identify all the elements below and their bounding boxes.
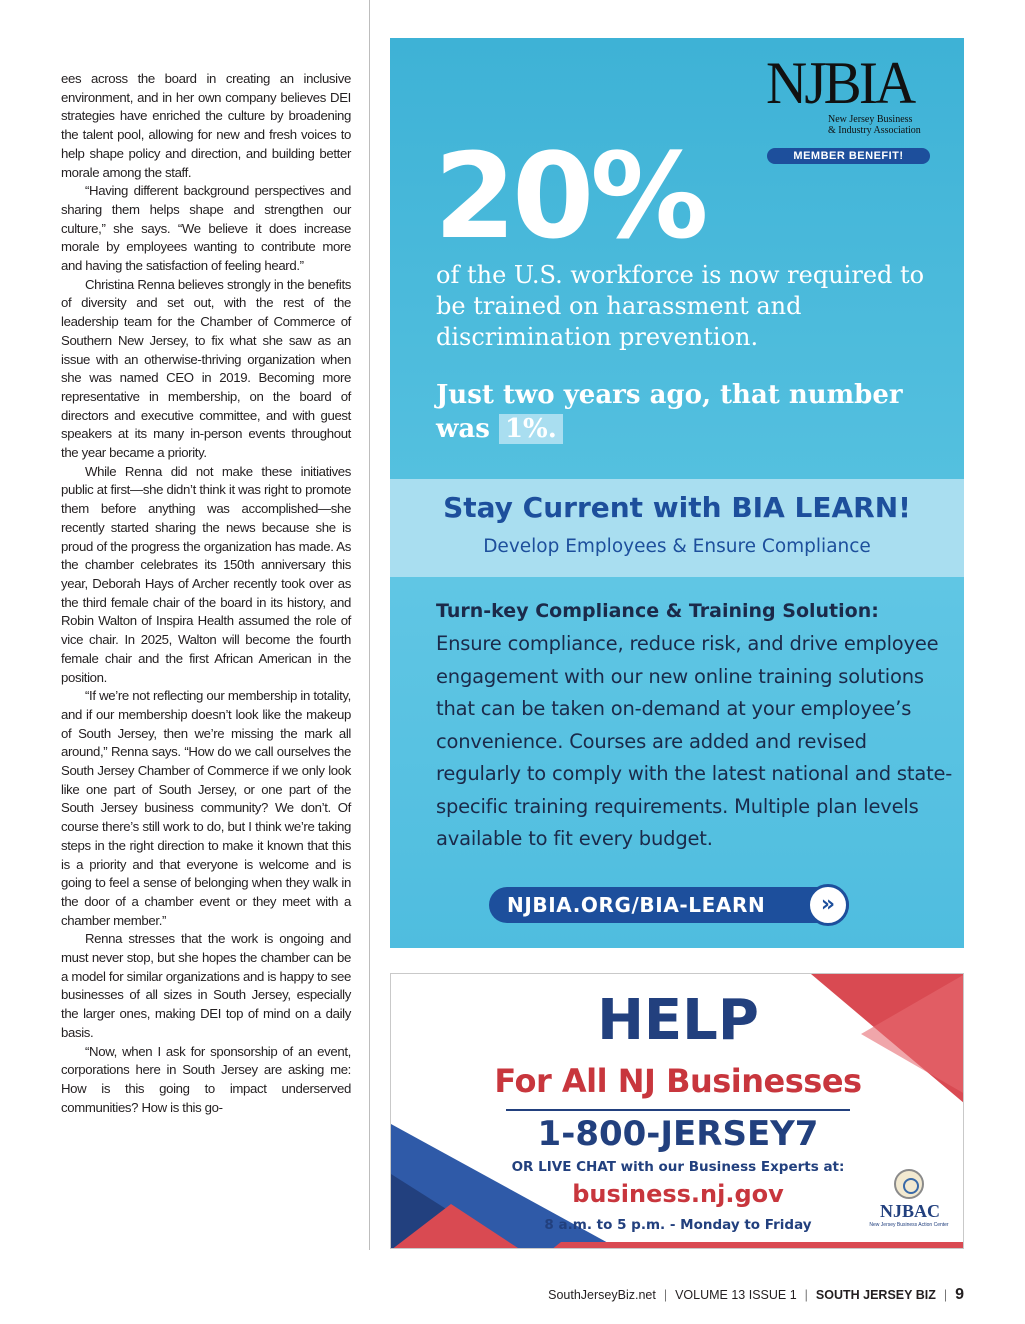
logo-subtitle-line: & Industry Association (828, 125, 921, 136)
nj-state-seal-icon (894, 1169, 924, 1199)
footer-separator: | (663, 1288, 668, 1302)
column-divider (369, 0, 370, 1250)
njbac-logo-subtitle: New Jersey Business Action Center (869, 1222, 949, 1228)
live-chat-text: OR LIVE CHAT with our Business Experts at: (511, 1159, 845, 1175)
footer-site: SouthJerseyBiz.net (548, 1288, 656, 1302)
footer-magazine: SOUTH JERSEY BIZ (815, 1288, 936, 1302)
member-benefit-badge: MEMBER BENEFIT! (767, 148, 930, 164)
bia-learn-url[interactable]: NJBIA.ORG/BIA-LEARN (507, 893, 766, 917)
article-paragraph: Renna stresses that the work is ongoing and must never stop, but she hopes the chamber can be a model for similar organizations and is happy to see businesses of all sizes in South Jersey, especially the larger ones, making DEI top of mind on a daily basis. (61, 931, 351, 1040)
headline-divider (506, 1109, 850, 1111)
article-paragraph: “Having different background perspectives and sharing them helps shape and strengthen our culture,” she says. “We believe it does increase morale by employees wanting to contribute more and having the satisfaction of feeling heard.” (61, 183, 351, 274)
logo-subtitle-line: New Jersey Business (828, 114, 913, 125)
help-headline: HELP (597, 988, 759, 1053)
big-stat: 20% (434, 127, 705, 265)
article-paragraph: While Renna did not make these initiatives public at first—she didn’t think it was right to promote them before anything was accomplished—she recently started sharing the news because she is proud of the progress the organization has made. As the chamber celebrates its 150th anniversary this year, Deborah Hays of Archer recently took over as the third female chair of the board in its history, and Robin Walton of Inspira Health assumed the role of vice chair. In 2025, Walton will become the fourth female chair and the first African American in the position. (61, 463, 351, 685)
footer-separator: | (804, 1288, 808, 1302)
followup-prefix: Just two years ago, that number was (436, 380, 903, 444)
help-subheadline: For All NJ Businesses (494, 1062, 862, 1100)
decor-red-bottom-strip (551, 1242, 964, 1249)
njbia-logo-subtitle (828, 114, 921, 136)
band-subtitle: Develop Employees & Ensure Compliance (483, 536, 871, 557)
njbia-logo (766, 50, 936, 136)
page-footer (0, 1285, 964, 1305)
double-chevron-right-icon[interactable]: » (807, 884, 849, 926)
njbia-advertisement (390, 38, 964, 948)
njbac-logo: NJBAC (879, 1201, 940, 1221)
band-title: Stay Current with BIA LEARN! (443, 491, 911, 524)
footer-volume: VOLUME 13 ISSUE 1 (675, 1288, 797, 1302)
website-link[interactable]: business.nj.gov (572, 1180, 784, 1208)
article-paragraph: ees across the board in creating an inclusive environment, and in her own company believes DEI strategies have enriched the culture by broadening the talent pool, allowing for new and fresh voices to help shape policy and direction, and building better morale among the staff. (61, 71, 351, 180)
followup-highlight: 1%. (499, 414, 563, 444)
article-paragraph: “Now, when I ask for sponsorship of an event, corporations here in South Jersey are asking me: How is this going to impact underserved communities? How is this go- (61, 1043, 351, 1115)
ad-body-copy: Ensure compliance, reduce risk, and drive employee engagement with our new online training solutions that can be taken on-demand at your employee’s convenience. Courses are added and revised regularly to comply with the latest national and state-specific training requirements. Multiple plan levels available to fit every budget. (436, 632, 953, 850)
business-hours: 8 a.m. to 5 p.m. - Monday to Friday (544, 1217, 812, 1233)
phone-number[interactable]: 1-800-JERSEY7 (537, 1114, 819, 1154)
njbac-advertisement (390, 973, 964, 1249)
article-paragraph: “If we’re not reflecting our membership in totality, and if our membership doesn’t look like the makeup of South Jersey, then we’re missing the mark all around,” Renna says. “How do we call ourselves the South Jersey Chamber of Commerce if we only look like one part of South Jersey, or one part of the South Jersey business community? We don’t. Of course there’s still work to do, but I think we’re taking steps in the right direction to make it known that this is a priority and that everyone is welcome and is going to feel a sense of belonging when they walk in the door of a chamber event or they meet with a chamber member.” (61, 688, 351, 928)
article-column (61, 70, 351, 1117)
page-number: 9 (955, 1286, 964, 1303)
followup-text (436, 378, 956, 446)
njbia-logo-word: NJBIA (766, 50, 914, 116)
turnkey-heading: Turn-key Compliance & Training Solution: (436, 600, 879, 622)
article-paragraph: Christina Renna believes strongly in the benefits of diversity and set out, with the rest of the leadership team for the Chamber of Commerce of Southern New Jersey, to fix what she saw as an issue with an otherwise-thriving organization when she was named CEO in 2019. Becoming more representative in membership, on the board of directors and executive committee, and with guest speakers at its many in-person events throughout the year became a priority. (61, 276, 351, 461)
footer-separator: | (943, 1288, 948, 1302)
bia-learn-link[interactable] (489, 887, 849, 923)
stat-text: of the U.S. workforce is now required to be trained on harassment and discrimination prevention. (436, 261, 925, 351)
